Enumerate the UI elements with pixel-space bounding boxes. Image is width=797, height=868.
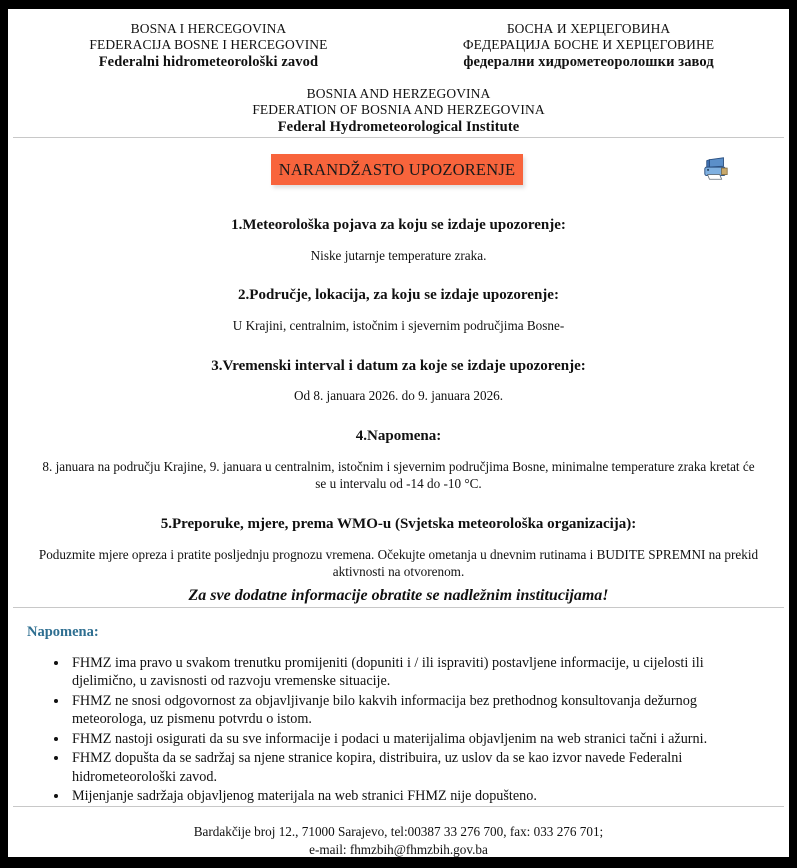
bulletin-content xyxy=(13,216,784,607)
masthead-english-line-2: FEDERATION OF BOSNIA AND HERZEGOVINA xyxy=(252,102,545,118)
section-2-title: 2.Područje, lokacija, za koju se izdaje upozorenje: xyxy=(238,287,559,304)
section-3-body: Od 8. januara 2026. do 9. januara 2026. xyxy=(293,388,504,404)
section-4-body: 8. januara na području Krajine, 9. januara u centralnim, istočnim i sjevernim područjima Bosne, minimalne temperature zraka kretat će se u intervalu od -14 do -10 °C. xyxy=(42,458,755,492)
masthead-cyrillic-block xyxy=(413,21,764,72)
footer-email-line: e-mail: fhmzbih@fhmzbih.gov.ba xyxy=(309,842,488,858)
header-divider xyxy=(13,137,784,138)
warning-level-label: NARANDŽASTO UPOZORENJE xyxy=(278,159,516,179)
list-item: • FHMZ ima pravo u svakom trenutku promijeniti (dopuniti i / ili ispraviti) postavljene informacije, u cijelosti ili djelimično, u zavisnosti od razvoju vremenske situacije. xyxy=(69,654,770,691)
masthead-cyrillic-line-1: БОСНА И ХЕРЦЕГОВИНА xyxy=(506,21,671,36)
notes-heading: Napomena: xyxy=(27,623,99,640)
section-3-title: 3.Vremenski interval i datum za koje se izdaje upozorenje: xyxy=(211,357,586,374)
list-item: • Mijenjanje sadržaja objavljenog materijala na web stranici FHMZ nije dopušteno. xyxy=(69,787,770,805)
notes-block xyxy=(13,624,784,806)
notes-list xyxy=(27,654,770,806)
section-3 xyxy=(27,357,770,405)
masthead-latin-line-2: FEDERACIJA BOSNE I HERCEGOVINE xyxy=(89,37,328,53)
list-item: • FHMZ ne snosi odgovornost za objavljivanje bilo kakvih informacija bez prethodnog konsultovanja dežurnog meteorologa, uz pismenu potvrdu o istom. xyxy=(69,692,770,729)
masthead-cyrillic-line-3: федерални хидрометеоролошки завод xyxy=(463,53,714,70)
section-1-title: 1.Meteorološka pojava za koju se izdaje upozorenje: xyxy=(231,217,566,234)
section-5-emphasis: Za sve dodatne informacije obratite se nadležnim institucijama! xyxy=(188,587,609,605)
banner-row xyxy=(13,150,784,198)
masthead-english-line-3: Federal Hydrometeorological Institute xyxy=(277,119,520,136)
section-2-body: U Krajini, centralnim, istočnim i sjevernim područjima Bosne- xyxy=(232,317,565,333)
page-inner xyxy=(8,9,789,857)
masthead-latin-line-3: Federalni hidrometeorološki zavod xyxy=(98,53,319,70)
masthead-cyrillic-line-2: ФЕДЕРАЦИЈА БОСНЕ И ХЕРЦЕГОВИНЕ xyxy=(462,37,715,53)
section-2 xyxy=(27,286,770,334)
footer-address-line: Bardakčije broj 12., 71000 Sarajevo, tel:00387 33 276 700, fax: 033 276 701; xyxy=(193,824,604,840)
section-1 xyxy=(27,216,770,264)
section-5-body: Poduzmite mjere opreza i pratite posljednju prognozu vremena. Očekujte ometanja u dnevnim rutinama i BUDITE SPREMNI na prekid aktivnosti na otvorenom. xyxy=(38,546,759,580)
printer-icon[interactable] xyxy=(701,155,731,183)
list-item: • FHMZ nastoji osigurati da su sve informacije i podaci u materijalima objavljenim na web stranici tačni i ažurni. xyxy=(69,730,770,748)
masthead-english-block xyxy=(13,86,784,137)
masthead xyxy=(13,9,784,72)
masthead-english-line-1: BOSNIA AND HERZEGOVINA xyxy=(306,85,491,101)
section-5-title: 5.Preporuke, mjere, prema WMO-u (Svjetska meteorološka organizacija): xyxy=(160,516,637,533)
masthead-latin-block xyxy=(33,21,384,72)
masthead-latin-line-1: BOSNA I HERCEGOVINA xyxy=(130,21,287,36)
section-4-title: 4.Napomena: xyxy=(355,428,442,444)
warning-level-banner xyxy=(271,154,523,185)
section-5 xyxy=(27,515,770,607)
section-1-body: Niske jutarnje temperature zraka. xyxy=(310,247,487,263)
notes-divider xyxy=(13,607,784,608)
footer-divider xyxy=(13,806,784,807)
section-4 xyxy=(27,427,770,493)
list-item: • FHMZ dopušta da se sadržaj sa njene stranice kopira, distribuira, uz uslov da se kao izvor navede Federalni hidrometeorološki zavod. xyxy=(69,749,770,786)
footer xyxy=(13,823,784,859)
